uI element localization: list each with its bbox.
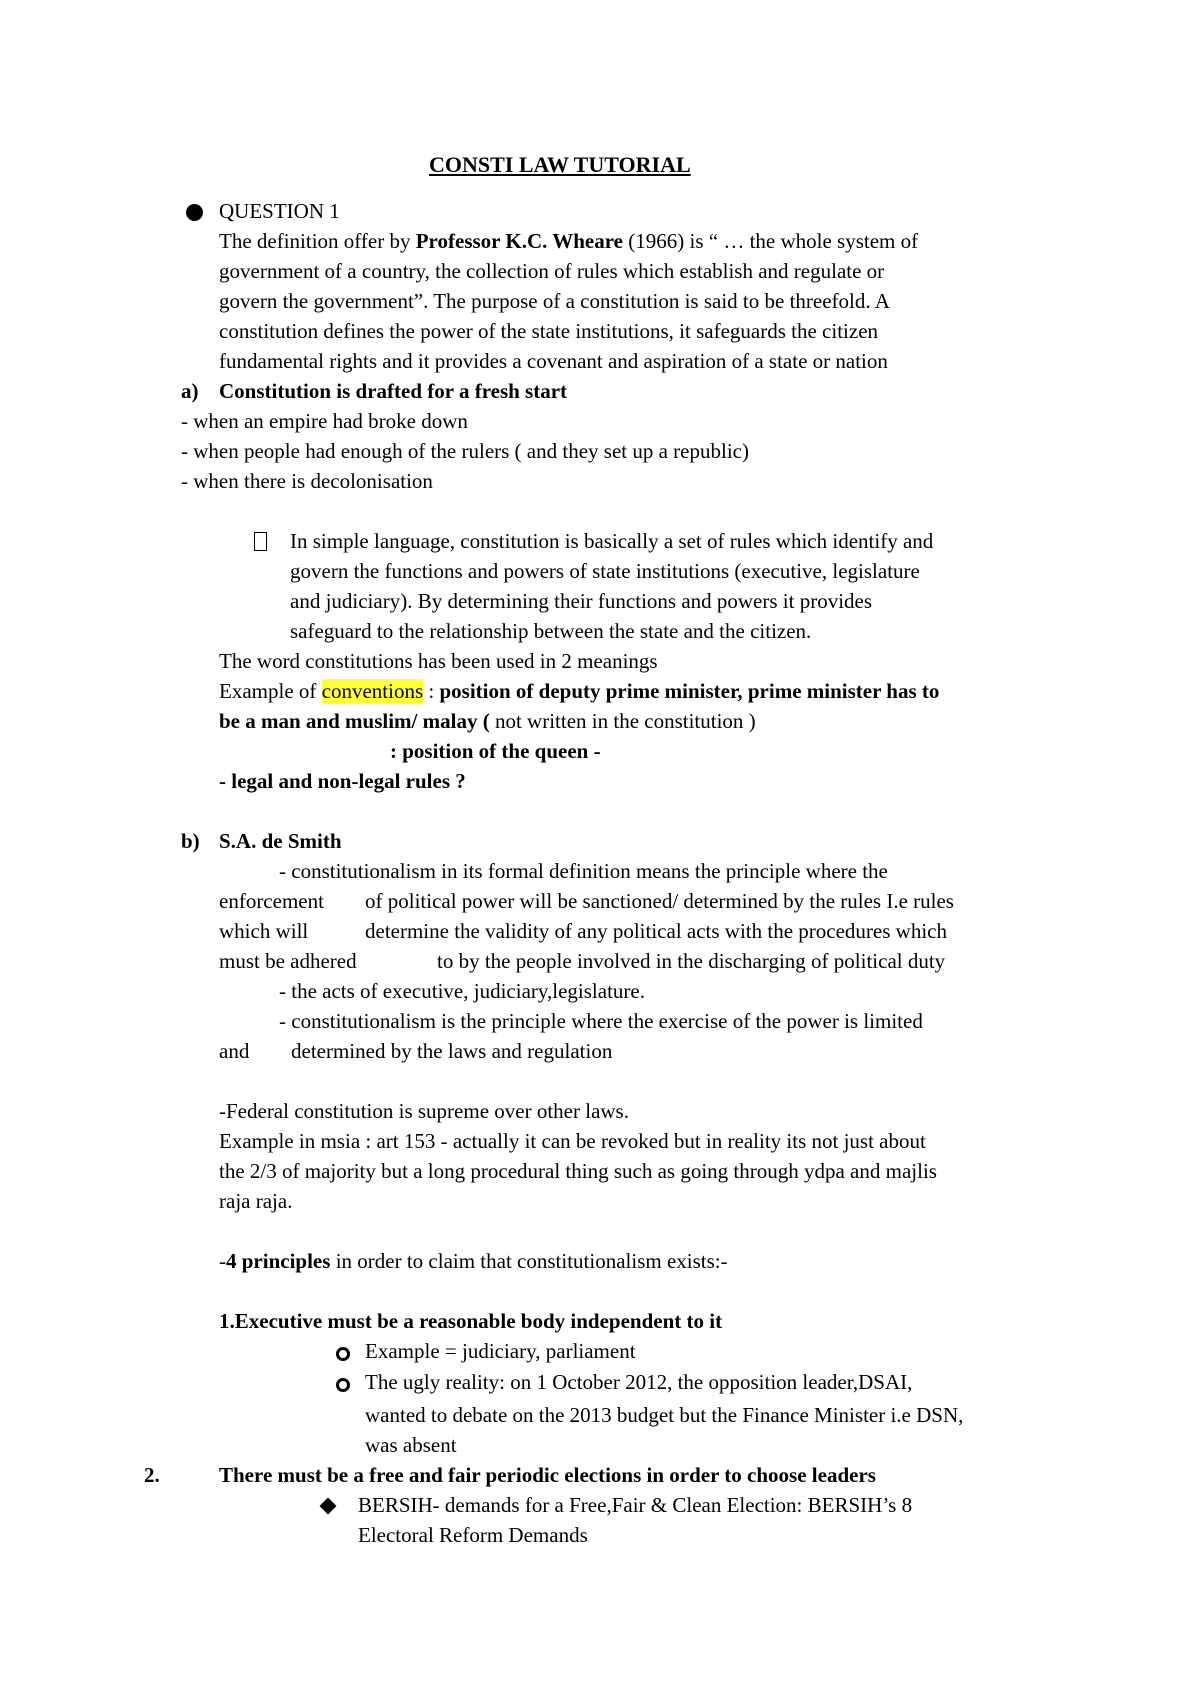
hollow-circle-icon [336,1378,350,1392]
bersih-line-2: Electoral Reform Demands [358,1523,588,1547]
msia-line-3: raja raja. [219,1189,293,1213]
federal-line: -Federal constitution is supreme over other laws. [219,1099,629,1123]
smith-line-3b: determine the validity of any political acts with the procedures which [365,919,947,943]
queen-line: : position of the queen - [390,739,601,763]
conventions-highlight: conventions [321,679,424,703]
list-item: - when there is decolonisation [181,469,433,493]
smith-line-1: - constitutionalism in its formal definition means the principle where the [279,859,888,883]
smith-line-2b: of political power will be sanctioned/ determined by the rules I.e rules [365,889,954,913]
filled-circle-icon [186,204,203,221]
page-title: CONSTI LAW TUTORIAL [429,152,691,177]
principle-1-example: Example = judiciary, parliament [365,1339,636,1363]
q1-definition-line-4: constitution defines the power of the state institutions, it safeguards the citizen [219,319,879,343]
smith-line-4b: to by the people involved in the discharging of political duty [437,949,946,973]
principle-1-heading: 1.Executive must be a reasonable body independent to it [219,1309,723,1333]
principle-2-heading: There must be a free and fair periodic elections in order to choose leaders [219,1463,876,1487]
bersih-line-1: BERSIH- demands for a Free,Fair & Clean Election: BERSIH’s 8 [358,1493,913,1517]
q1-definition-line-1: The definition offer by Professor K.C. Wheare (1966) is “ … the whole system of [219,229,919,253]
section-b-label: b) [181,829,200,853]
hollow-circle-icon [336,1347,350,1361]
section-b-heading: S.A. de Smith [219,829,342,853]
principle-2-number: 2. [144,1463,160,1487]
q1-definition-line-5: fundamental rights and it provides a covenant and aspiration of a state or nation [219,349,888,373]
msia-line-2: the 2/3 of majority but a long procedural thing such as going through ydpa and majlis [219,1159,937,1183]
smith-line-7b: determined by the laws and regulation [291,1039,613,1063]
missing-glyph-icon [254,532,267,551]
diamond-icon [320,1498,337,1515]
q1-definition-line-3: govern the government”. The purpose of a constitution is said to be threefold. A [219,289,890,313]
simple-language-line-1: In simple language, constitution is basically a set of rules which identify and [290,529,934,553]
smith-line-7a: and [219,1039,250,1063]
q1-definition-line-2: government of a country, the collection of rules which establish and regulate or [219,259,885,283]
ugly-reality-line-1: The ugly reality: on 1 October 2012, the opposition leader,DSAI, [365,1370,913,1394]
section-a-heading: Constitution is drafted for a fresh start [219,379,568,403]
msia-line-1: Example in msia : art 153 - actually it can be revoked but in reality its not just about [219,1129,926,1153]
legal-rules-line: - legal and non-legal rules ? [219,769,466,793]
principles-line: -4 principles in order to claim that constitutionalism exists:- [219,1249,728,1273]
ugly-reality-line-3: was absent [365,1433,457,1457]
smith-line-4a: must be adhered [219,949,357,973]
section-a-label: a) [181,379,199,403]
simple-language-line-4: safeguard to the relationship between the state and the citizen. [290,619,812,643]
smith-line-2a: enforcement [219,889,324,913]
list-item: - when people had enough of the rulers ( and they set up a republic) [181,439,749,463]
simple-language-line-3: and judiciary). By determining their functions and powers it provides [290,589,873,613]
conventions-example-line-1: Example of conventions : position of deputy prime minister, prime minister has to [219,679,940,703]
meanings-line: The word constitutions has been used in 2 meanings [219,649,658,673]
smith-line-6: - constitutionalism is the principle where the exercise of the power is limited [279,1009,923,1033]
list-item: - when an empire had broke down [181,409,468,433]
smith-line-5: - the acts of executive, judiciary,legislature. [279,979,645,1003]
simple-language-line-2: govern the functions and powers of state institutions (executive, legislature [290,559,920,583]
wheare-name: Professor K.C. Wheare [415,229,623,253]
question-1-heading: QUESTION 1 [219,199,340,223]
ugly-reality-line-2: wanted to debate on the 2013 budget but the Finance Minister i.e DSN, [365,1403,964,1427]
conventions-example-line-2: be a man and muslim/ malay ( not written in the constitution ) [219,709,756,733]
smith-line-3a: which will [219,919,309,943]
